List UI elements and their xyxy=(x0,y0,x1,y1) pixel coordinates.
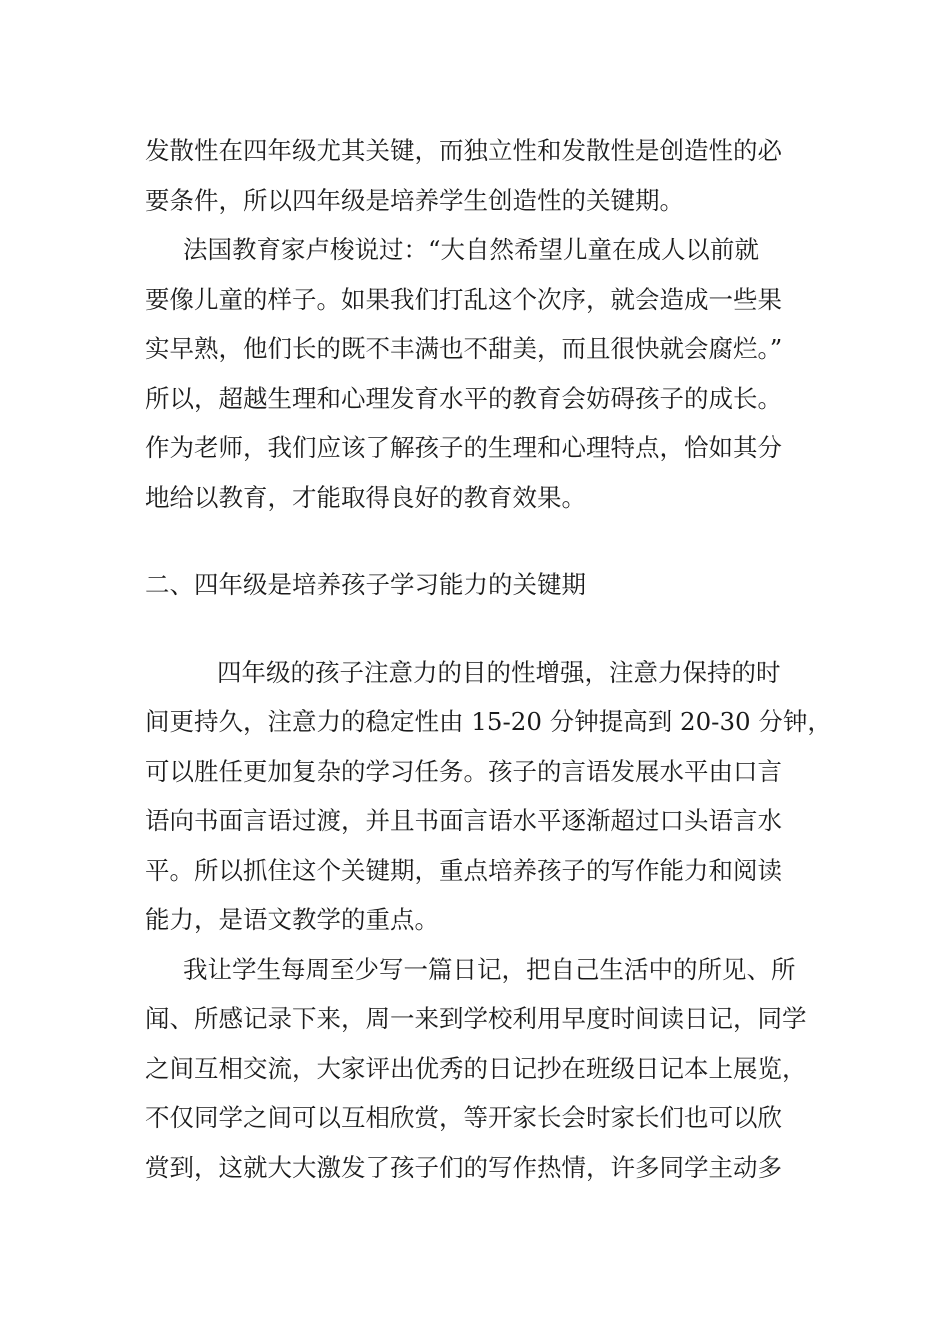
text-line: 语向书面言语过渡，并且书面言语水平逐渐超过口头语言水 xyxy=(145,806,782,835)
text-line: 实早熟，他们长的既不丰满也不甜美，而且很快就会腐烂。” xyxy=(145,334,783,363)
text-line: 发散性在四年级尤其关键，而独立性和发散性是创造性的必 xyxy=(145,136,782,165)
text-line: 闻、所感记录下来，周一来到学校利用早度时间读日记，同学 xyxy=(145,1004,807,1033)
paragraph-diary xyxy=(145,945,825,1193)
document-page xyxy=(145,126,832,1192)
text-line: 间更持久，注意力的稳定性由 15-20 分钟提高到 20-30 分钟， xyxy=(145,707,832,736)
text-line: 可以胜任更加复杂的学习任务。孩子的言语发展水平由口言 xyxy=(145,756,782,786)
text-line: 能力，是语文教学的重点。 xyxy=(145,905,439,934)
text-line: 法国教育家卢梭说过：“大自然希望儿童在成人以前就 xyxy=(183,235,760,264)
text-line: 要像儿童的样子。如果我们打乱这个次序，就会造成一些果 xyxy=(145,284,782,314)
text-line: 所以，超越生理和心理发育水平的教育会妨碍孩子的成长。 xyxy=(145,383,782,413)
text-line: 平。所以抓住这个关键期，重点培养孩子的写作能力和阅读 xyxy=(145,855,782,885)
paragraph-rousseau xyxy=(145,225,825,522)
text-line: 要条件，所以四年级是培养学生创造性的关键期。 xyxy=(145,185,684,215)
section-heading: 二、四年级是培养孩子学习能力的关键期 xyxy=(145,570,586,599)
text-line: 作为老师，我们应该了解孩子的生理和心理特点，恰如其分 xyxy=(145,433,782,462)
text-line: 四年级的孩子注意力的目的性增强，注意力保持的时 xyxy=(217,657,781,687)
paragraph-creativity xyxy=(145,126,825,225)
text-line: 我让学生每周至少写一篇日记，把自己生活中的所见、所 xyxy=(183,954,796,984)
text-line: 地给以教育，才能取得良好的教育效果。 xyxy=(145,482,586,512)
text-line: 赏到，这就大大激发了孩子们的写作热情，许多同学主动多 xyxy=(145,1152,782,1182)
text-line: 之间互相交流，大家评出优秀的日记抄在班级日记本上展览， xyxy=(145,1053,807,1083)
paragraph-attention xyxy=(145,648,832,945)
text-line: 不仅同学之间可以互相欣赏，等开家长会时家长们也可以欣 xyxy=(145,1103,782,1132)
